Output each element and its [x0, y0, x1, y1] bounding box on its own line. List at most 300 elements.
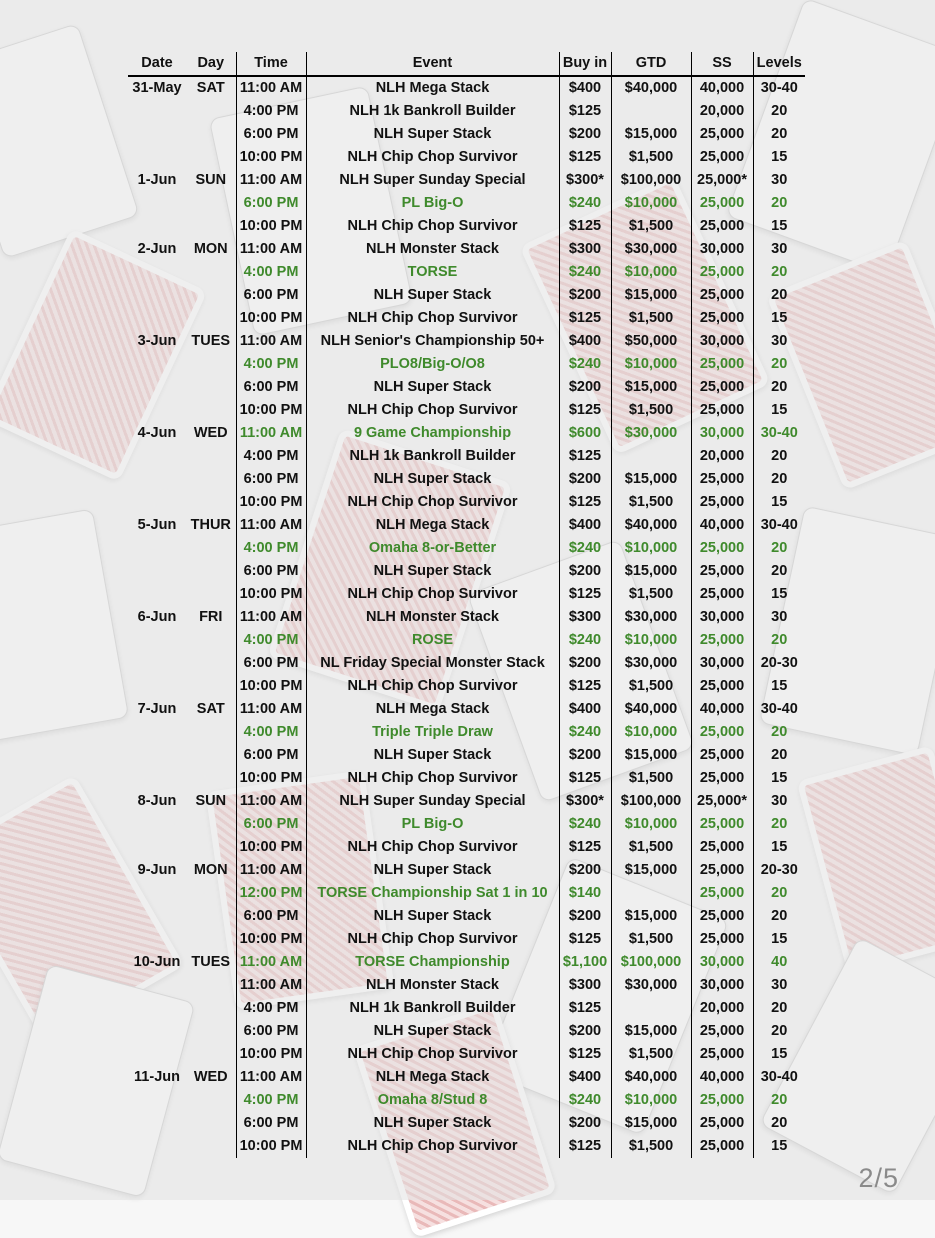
cell-day	[186, 1043, 236, 1066]
cell-ss: 25,000	[691, 744, 753, 767]
cell-date: 1-Jun	[137, 172, 177, 188]
cell-ss: 40,000	[691, 76, 753, 100]
cell-time: 11:00 AM	[236, 330, 306, 353]
cell-gtd: $10,000	[611, 629, 691, 652]
cell-time: 6:00 PM	[236, 652, 306, 675]
cell-event: 9 Game Championship	[306, 422, 559, 445]
schedule-row	[128, 1089, 805, 1112]
cell-ss: 30,000	[691, 606, 753, 629]
cell-ss: 25,000	[691, 1020, 753, 1043]
cell-date	[128, 399, 186, 422]
schedule-row	[128, 1066, 805, 1089]
cell-time: 4:00 PM	[236, 721, 306, 744]
cell-time: 10:00 PM	[236, 399, 306, 422]
cell-event: NLH Chip Chop Survivor	[306, 215, 559, 238]
cell-day	[186, 491, 236, 514]
schedule-row	[128, 1043, 805, 1066]
cell-time: 4:00 PM	[236, 445, 306, 468]
cell-gtd: $1,500	[611, 583, 691, 606]
cell-ss: 25,000	[691, 307, 753, 330]
cell-buyin: $300	[559, 974, 611, 997]
cell-levels: 20	[753, 905, 805, 928]
schedule-row	[128, 606, 805, 629]
cell-event: NLH Super Sunday Special	[306, 790, 559, 813]
cell-time: 4:00 PM	[236, 1089, 306, 1112]
cell-day	[186, 100, 236, 123]
cell-date	[128, 813, 186, 836]
cell-levels: 30-40	[753, 76, 805, 100]
cell-time: 11:00 AM	[236, 76, 306, 100]
cell-date: 11-Jun	[134, 1069, 180, 1085]
cell-ss: 25,000	[691, 468, 753, 491]
cell-levels: 20	[753, 353, 805, 376]
cell-levels: 20	[753, 1089, 805, 1112]
cell-event: TORSE Championship Sat 1 in 10	[306, 882, 559, 905]
cell-day: WED	[193, 1069, 228, 1085]
cell-levels: 15	[753, 146, 805, 169]
cell-event: PL Big-O	[306, 192, 559, 215]
cell-levels: 15	[753, 928, 805, 951]
cell-ss: 25,000*	[691, 169, 753, 192]
schedule-row	[128, 76, 805, 100]
cell-date	[128, 905, 186, 928]
cell-time: 11:00 AM	[236, 790, 306, 813]
schedule-row	[128, 951, 805, 974]
cell-day: SAT	[196, 80, 225, 96]
schedule-row	[128, 974, 805, 997]
cell-date	[128, 215, 186, 238]
cell-buyin: $125	[559, 146, 611, 169]
cell-time: 4:00 PM	[236, 997, 306, 1020]
cell-event: NLH Chip Chop Survivor	[306, 583, 559, 606]
cell-time: 10:00 PM	[236, 928, 306, 951]
schedule-row	[128, 491, 805, 514]
cell-day	[186, 1020, 236, 1043]
cell-buyin: $240	[559, 353, 611, 376]
cell-gtd: $1,500	[611, 1135, 691, 1158]
cell-day	[186, 192, 236, 215]
cell-event: NLH 1k Bankroll Builder	[306, 100, 559, 123]
cell-event: NLH Mega Stack	[306, 76, 559, 100]
cell-event: NLH Chip Chop Survivor	[306, 1043, 559, 1066]
cell-ss: 25,000*	[691, 790, 753, 813]
cell-date: 4-Jun	[137, 425, 177, 441]
cell-ss: 20,000	[691, 997, 753, 1020]
cell-time: 6:00 PM	[236, 1020, 306, 1043]
cell-buyin: $400	[559, 698, 611, 721]
cell-buyin: $200	[559, 284, 611, 307]
cell-levels: 20	[753, 629, 805, 652]
cell-day	[186, 813, 236, 836]
cell-date	[128, 1089, 186, 1112]
cell-ss: 25,000	[691, 560, 753, 583]
cell-gtd: $10,000	[611, 537, 691, 560]
cell-date: 6-Jun	[137, 609, 177, 625]
cell-levels: 20	[753, 261, 805, 284]
cell-levels: 30	[753, 169, 805, 192]
cell-date	[128, 146, 186, 169]
cell-day	[186, 537, 236, 560]
cell-gtd	[611, 997, 691, 1020]
cell-buyin: $125	[559, 836, 611, 859]
cell-buyin: $1,100	[559, 951, 611, 974]
cell-event: NLH Super Stack	[306, 123, 559, 146]
cell-buyin: $240	[559, 261, 611, 284]
cell-gtd: $1,500	[611, 767, 691, 790]
cell-day	[186, 928, 236, 951]
cell-buyin: $240	[559, 721, 611, 744]
header-day: Day	[186, 52, 236, 76]
cell-levels: 20	[753, 468, 805, 491]
cell-time: 10:00 PM	[236, 146, 306, 169]
schedule-row	[128, 192, 805, 215]
cell-gtd: $100,000	[611, 169, 691, 192]
cell-levels: 20	[753, 997, 805, 1020]
cell-levels: 15	[753, 767, 805, 790]
cell-date	[128, 100, 186, 123]
schedule-row	[128, 675, 805, 698]
cell-levels: 15	[753, 583, 805, 606]
cell-gtd: $40,000	[611, 514, 691, 537]
cell-buyin: $125	[559, 767, 611, 790]
cell-gtd: $15,000	[611, 1020, 691, 1043]
cell-time: 6:00 PM	[236, 905, 306, 928]
cell-gtd: $1,500	[611, 146, 691, 169]
cell-levels: 20	[753, 560, 805, 583]
cell-time: 11:00 AM	[236, 514, 306, 537]
cell-time: 6:00 PM	[236, 284, 306, 307]
cell-gtd: $15,000	[611, 560, 691, 583]
cell-levels: 15	[753, 675, 805, 698]
cell-buyin: $400	[559, 76, 611, 100]
cell-levels: 30	[753, 974, 805, 997]
cell-ss: 30,000	[691, 974, 753, 997]
cell-day	[186, 468, 236, 491]
cell-buyin: $125	[559, 997, 611, 1020]
cell-time: 10:00 PM	[236, 491, 306, 514]
cell-buyin: $125	[559, 675, 611, 698]
cell-date	[128, 675, 186, 698]
cell-day	[186, 1089, 236, 1112]
cell-event: PL Big-O	[306, 813, 559, 836]
cell-gtd: $1,500	[611, 307, 691, 330]
cell-day	[186, 974, 236, 997]
cell-levels: 20	[753, 192, 805, 215]
cell-date	[128, 445, 186, 468]
cell-ss: 30,000	[691, 330, 753, 353]
cell-levels: 15	[753, 399, 805, 422]
cell-levels: 20-30	[753, 859, 805, 882]
cell-gtd	[611, 882, 691, 905]
cell-gtd: $15,000	[611, 468, 691, 491]
cell-event: NLH Chip Chop Survivor	[306, 1135, 559, 1158]
cell-time: 10:00 PM	[236, 1043, 306, 1066]
cell-day: SUN	[195, 793, 227, 809]
header-event: Event	[306, 52, 559, 76]
schedule-row	[128, 698, 805, 721]
cell-event: TORSE Championship	[306, 951, 559, 974]
cell-ss: 25,000	[691, 629, 753, 652]
cell-day	[186, 399, 236, 422]
cell-levels: 20	[753, 100, 805, 123]
cell-gtd: $40,000	[611, 1066, 691, 1089]
cell-ss: 40,000	[691, 1066, 753, 1089]
schedule-row	[128, 859, 805, 882]
cell-buyin: $200	[559, 376, 611, 399]
schedule-row	[128, 1112, 805, 1135]
cell-gtd: $10,000	[611, 192, 691, 215]
cell-day	[186, 284, 236, 307]
cell-day	[186, 629, 236, 652]
cell-gtd	[611, 445, 691, 468]
cell-day	[186, 721, 236, 744]
cell-levels: 30-40	[753, 514, 805, 537]
cell-levels: 20	[753, 1020, 805, 1043]
cell-gtd: $40,000	[611, 698, 691, 721]
schedule-row	[128, 261, 805, 284]
schedule-row	[128, 721, 805, 744]
cell-ss: 20,000	[691, 100, 753, 123]
schedule-row	[128, 353, 805, 376]
cell-buyin: $125	[559, 1043, 611, 1066]
cell-time: 10:00 PM	[236, 675, 306, 698]
cell-event: NLH 1k Bankroll Builder	[306, 997, 559, 1020]
cell-time: 11:00 AM	[236, 698, 306, 721]
cell-event: PLO8/Big-O/O8	[306, 353, 559, 376]
cell-day	[186, 261, 236, 284]
schedule-row	[128, 422, 805, 445]
cell-date	[128, 629, 186, 652]
cell-buyin: $300	[559, 238, 611, 261]
cell-time: 6:00 PM	[236, 1112, 306, 1135]
cell-gtd: $15,000	[611, 284, 691, 307]
cell-buyin: $200	[559, 468, 611, 491]
cell-event: NLH Chip Chop Survivor	[306, 399, 559, 422]
cell-ss: 25,000	[691, 721, 753, 744]
schedule-row	[128, 1135, 805, 1158]
header-date: Date	[128, 52, 186, 76]
cell-event: NLH Chip Chop Survivor	[306, 675, 559, 698]
cell-event: NL Friday Special Monster Stack	[306, 652, 559, 675]
schedule-row	[128, 882, 805, 905]
cell-levels: 20	[753, 445, 805, 468]
cell-event: NLH Chip Chop Survivor	[306, 928, 559, 951]
cell-event: NLH Super Stack	[306, 468, 559, 491]
cell-date: 10-Jun	[133, 954, 181, 970]
cell-event: NLH Super Stack	[306, 1020, 559, 1043]
cell-buyin: $200	[559, 1020, 611, 1043]
schedule-row	[128, 583, 805, 606]
cell-date	[128, 537, 186, 560]
cell-gtd: $1,500	[611, 1043, 691, 1066]
cell-gtd: $10,000	[611, 721, 691, 744]
cell-buyin: $300*	[559, 169, 611, 192]
cell-event: NLH Monster Stack	[306, 606, 559, 629]
cell-gtd: $50,000	[611, 330, 691, 353]
cell-buyin: $125	[559, 583, 611, 606]
cell-event: NLH Chip Chop Survivor	[306, 491, 559, 514]
cell-day	[186, 905, 236, 928]
schedule-row	[128, 928, 805, 951]
cell-buyin: $125	[559, 100, 611, 123]
cell-time: 6:00 PM	[236, 560, 306, 583]
cell-date	[128, 123, 186, 146]
cell-buyin: $400	[559, 514, 611, 537]
cell-buyin: $200	[559, 652, 611, 675]
cell-time: 11:00 AM	[236, 974, 306, 997]
cell-levels: 15	[753, 836, 805, 859]
schedule-row	[128, 836, 805, 859]
cell-date: 3-Jun	[137, 333, 177, 349]
cell-ss: 25,000	[691, 928, 753, 951]
cell-gtd: $100,000	[611, 951, 691, 974]
cell-date	[128, 468, 186, 491]
cell-buyin: $200	[559, 560, 611, 583]
tournament-schedule-table	[128, 52, 805, 1158]
schedule-row	[128, 100, 805, 123]
cell-buyin: $240	[559, 629, 611, 652]
cell-event: NLH Super Stack	[306, 284, 559, 307]
schedule-row	[128, 790, 805, 813]
cell-buyin: $400	[559, 330, 611, 353]
schedule-row	[128, 1020, 805, 1043]
cell-day: WED	[193, 425, 228, 441]
cell-time: 4:00 PM	[236, 100, 306, 123]
schedule-row	[128, 123, 805, 146]
cell-event: NLH Senior's Championship 50+	[306, 330, 559, 353]
cell-gtd: $1,500	[611, 675, 691, 698]
cell-ss: 25,000	[691, 192, 753, 215]
cell-date	[128, 583, 186, 606]
cell-ss: 25,000	[691, 1112, 753, 1135]
cell-day	[186, 675, 236, 698]
cell-day	[186, 215, 236, 238]
cell-date	[128, 974, 186, 997]
cell-levels: 20	[753, 376, 805, 399]
cell-event: TORSE	[306, 261, 559, 284]
cell-day	[186, 1112, 236, 1135]
cell-gtd: $30,000	[611, 238, 691, 261]
cell-levels: 15	[753, 491, 805, 514]
cell-time: 10:00 PM	[236, 836, 306, 859]
cell-date	[128, 1112, 186, 1135]
cell-time: 10:00 PM	[236, 583, 306, 606]
cell-buyin: $125	[559, 307, 611, 330]
cell-event: NLH Chip Chop Survivor	[306, 767, 559, 790]
cell-gtd: $15,000	[611, 123, 691, 146]
page-indicator: 2/5	[858, 1163, 899, 1193]
cell-ss: 30,000	[691, 422, 753, 445]
cell-day: THUR	[190, 517, 231, 533]
cell-event: NLH Super Stack	[306, 1112, 559, 1135]
cell-event: NLH Chip Chop Survivor	[306, 307, 559, 330]
cell-event: NLH Mega Stack	[306, 698, 559, 721]
cell-ss: 25,000	[691, 399, 753, 422]
cell-gtd: $30,000	[611, 606, 691, 629]
schedule-row	[128, 767, 805, 790]
cell-day	[186, 652, 236, 675]
cell-ss: 25,000	[691, 836, 753, 859]
cell-day	[186, 307, 236, 330]
cell-event: NLH Chip Chop Survivor	[306, 146, 559, 169]
cell-day: TUES	[191, 333, 231, 349]
cell-buyin: $125	[559, 928, 611, 951]
cell-levels: 20-30	[753, 652, 805, 675]
cell-buyin: $300	[559, 606, 611, 629]
cell-date	[128, 997, 186, 1020]
cell-day: FRI	[199, 609, 223, 625]
header-row	[128, 52, 805, 76]
cell-gtd: $1,500	[611, 399, 691, 422]
schedule-row	[128, 629, 805, 652]
cell-time: 4:00 PM	[236, 629, 306, 652]
cell-day: MON	[193, 241, 228, 257]
cell-time: 11:00 AM	[236, 951, 306, 974]
cell-day	[186, 560, 236, 583]
cell-date	[128, 1020, 186, 1043]
schedule-row	[128, 238, 805, 261]
cell-date	[128, 1043, 186, 1066]
schedule-row	[128, 284, 805, 307]
cell-date	[128, 261, 186, 284]
cell-buyin: $200	[559, 123, 611, 146]
cell-date	[128, 767, 186, 790]
cell-levels: 20	[753, 721, 805, 744]
cell-buyin: $300*	[559, 790, 611, 813]
cell-ss: 25,000	[691, 146, 753, 169]
cell-ss: 25,000	[691, 813, 753, 836]
cell-buyin: $200	[559, 744, 611, 767]
cell-time: 12:00 PM	[236, 882, 306, 905]
header-gtd: GTD	[611, 52, 691, 76]
schedule-row	[128, 997, 805, 1020]
schedule-row	[128, 169, 805, 192]
cell-day	[186, 376, 236, 399]
schedule-row	[128, 215, 805, 238]
cell-ss: 25,000	[691, 583, 753, 606]
cell-time: 4:00 PM	[236, 537, 306, 560]
cell-gtd: $1,500	[611, 836, 691, 859]
cell-buyin: $240	[559, 1089, 611, 1112]
schedule-row	[128, 330, 805, 353]
cell-levels: 30-40	[753, 422, 805, 445]
cell-ss: 25,000	[691, 675, 753, 698]
cell-gtd: $1,500	[611, 491, 691, 514]
cell-ss: 25,000	[691, 491, 753, 514]
cell-time: 10:00 PM	[236, 767, 306, 790]
cell-buyin: $125	[559, 445, 611, 468]
cell-levels: 20	[753, 537, 805, 560]
cell-ss: 25,000	[691, 905, 753, 928]
cell-levels: 15	[753, 1135, 805, 1158]
cell-date	[128, 744, 186, 767]
cell-date	[128, 928, 186, 951]
schedule-row	[128, 514, 805, 537]
cell-gtd: $15,000	[611, 1112, 691, 1135]
schedule-row	[128, 537, 805, 560]
cell-gtd: $1,500	[611, 215, 691, 238]
cell-buyin: $240	[559, 537, 611, 560]
cell-day	[186, 123, 236, 146]
cell-buyin: $600	[559, 422, 611, 445]
header-time: Time	[236, 52, 306, 76]
cell-gtd: $15,000	[611, 744, 691, 767]
cell-day	[186, 353, 236, 376]
cell-day: MON	[193, 862, 228, 878]
schedule-row	[128, 560, 805, 583]
cell-levels: 30	[753, 790, 805, 813]
cell-date: 31-May	[132, 80, 182, 96]
